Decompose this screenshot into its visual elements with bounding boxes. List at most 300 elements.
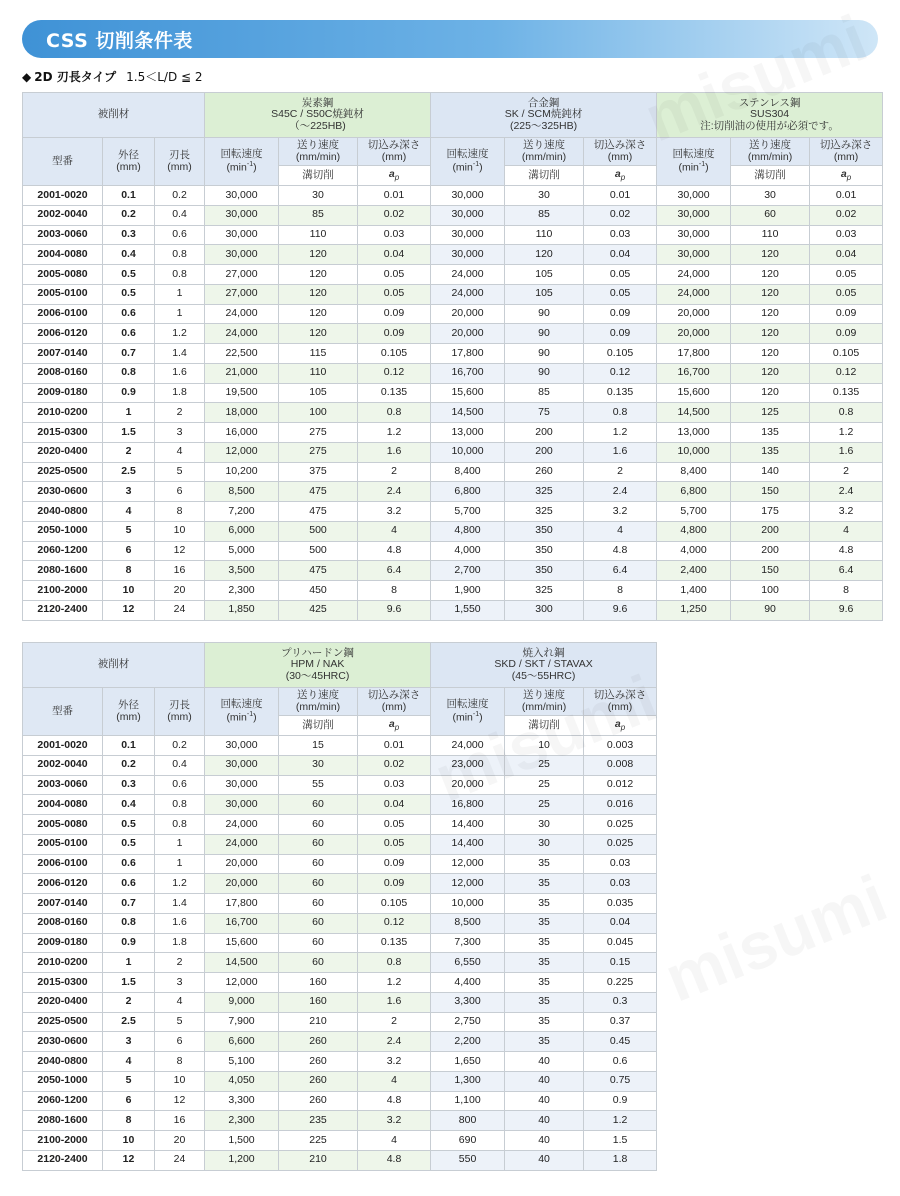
rpm-cell: 8,500 — [431, 913, 505, 933]
depth-cell: 2.4 — [358, 1032, 431, 1052]
table-row — [23, 1032, 657, 1052]
depth-cell: 2.4 — [358, 482, 431, 502]
rpm-cell: 10,200 — [205, 462, 279, 482]
feed-header — [279, 138, 358, 166]
rpm-cell: 24,000 — [431, 284, 505, 304]
feed-cell: 35 — [505, 1032, 584, 1052]
depth-cell: 4.8 — [810, 541, 883, 561]
feed-cell: 115 — [279, 344, 358, 364]
depth-unit: (mm) — [833, 150, 859, 163]
feed-cell: 135 — [731, 442, 810, 462]
depth-header — [358, 688, 431, 716]
rpm-cell: 12,000 — [205, 442, 279, 462]
diameter-cell: 2.5 — [103, 1012, 155, 1032]
length-cell: 1 — [155, 304, 205, 324]
depth-cell: 0.135 — [358, 383, 431, 403]
feed-cell: 325 — [505, 581, 584, 601]
feed-cell: 210 — [279, 1150, 358, 1170]
rpm-cell: 4,000 — [431, 541, 505, 561]
rpm-cell: 6,000 — [205, 521, 279, 541]
length-cell: 8 — [155, 1052, 205, 1072]
model-cell: 2002-0040 — [23, 755, 103, 775]
model-cell: 2005-0080 — [23, 815, 103, 835]
table-row — [23, 1150, 657, 1170]
rpm-cell: 6,800 — [431, 482, 505, 502]
feed-cell: 175 — [731, 502, 810, 522]
rpm-cell: 8,500 — [205, 482, 279, 502]
model-cell: 2006-0120 — [23, 874, 103, 894]
length-cell: 3 — [155, 973, 205, 993]
feed-cell: 225 — [279, 1131, 358, 1151]
subtitle — [22, 68, 203, 85]
model-cell: 2003-0060 — [23, 775, 103, 795]
diameter-cell: 10 — [103, 1131, 155, 1151]
rpm-cell: 2,300 — [205, 581, 279, 601]
depth-label: 切込み深さ — [593, 688, 647, 701]
cutting-table-1 — [22, 92, 883, 621]
rpm-cell: 3,500 — [205, 561, 279, 581]
rpm-cell: 30,000 — [431, 186, 505, 206]
feed-unit: (mm/min) — [295, 150, 341, 163]
diameter-cell: 1.5 — [103, 973, 155, 993]
length-cell: 6 — [155, 1032, 205, 1052]
groove-subheader: 溝切削 — [279, 166, 358, 186]
diameter-cell: 5 — [103, 521, 155, 541]
length-cell: 1 — [155, 284, 205, 304]
feed-cell: 105 — [505, 265, 584, 285]
rpm-label: 回転速度 — [220, 698, 263, 711]
feed-cell: 160 — [279, 992, 358, 1012]
length-cell: 0.8 — [155, 245, 205, 265]
feed-cell: 75 — [505, 403, 584, 423]
rpm-cell: 2,300 — [205, 1111, 279, 1131]
rpm-cell: 1,650 — [431, 1052, 505, 1072]
feed-cell: 120 — [279, 245, 358, 265]
depth-cell: 0.75 — [584, 1071, 657, 1091]
rpm-cell: 15,600 — [657, 383, 731, 403]
length-cell: 0.4 — [155, 205, 205, 225]
rpm-cell: 24,000 — [431, 736, 505, 756]
depth-cell: 4.8 — [358, 1091, 431, 1111]
ap-symbol: a — [388, 167, 395, 180]
groove-subheader: 溝切削 — [505, 716, 584, 736]
depth-cell: 0.016 — [584, 795, 657, 815]
ap-subheader — [584, 716, 657, 736]
depth-cell: 0.105 — [358, 344, 431, 364]
depth-cell: 6.4 — [358, 561, 431, 581]
feed-cell: 120 — [505, 245, 584, 265]
feed-cell: 60 — [279, 933, 358, 953]
table-row — [23, 795, 657, 815]
feed-cell: 40 — [505, 1111, 584, 1131]
depth-cell: 0.3 — [584, 992, 657, 1012]
model-cell: 2100-2000 — [23, 581, 103, 601]
depth-label: 切込み深さ — [819, 138, 873, 151]
diameter-cell: 3 — [103, 1032, 155, 1052]
length-cell: 12 — [155, 541, 205, 561]
feed-cell: 260 — [279, 1091, 358, 1111]
model-cell: 2020-0400 — [23, 442, 103, 462]
subtitle-label: 2D 刃長タイプ — [34, 70, 117, 84]
diameter-cell: 0.1 — [103, 736, 155, 756]
length-cell: 8 — [155, 502, 205, 522]
feed-cell: 40 — [505, 1131, 584, 1151]
groove-subheader: 溝切削 — [279, 716, 358, 736]
rpm-cell: 2,750 — [431, 1012, 505, 1032]
rpm-cell: 30,000 — [205, 775, 279, 795]
length-cell: 0.8 — [155, 265, 205, 285]
depth-cell: 0.04 — [584, 245, 657, 265]
feed-cell: 25 — [505, 775, 584, 795]
feed-cell: 235 — [279, 1111, 358, 1131]
rpm-cell: 24,000 — [205, 834, 279, 854]
length-cell: 1.2 — [155, 324, 205, 344]
material-group-header — [657, 93, 883, 138]
ap-subheader — [358, 716, 431, 736]
rpm-cell: 20,000 — [431, 775, 505, 795]
depth-unit: (mm) — [607, 150, 633, 163]
model-header: 型番 — [23, 688, 103, 736]
depth-cell: 0.135 — [810, 383, 883, 403]
rpm-cell: 13,000 — [657, 423, 731, 443]
feed-cell: 260 — [279, 1052, 358, 1072]
rpm-cell: 1,300 — [431, 1071, 505, 1091]
material-line: HPM / NAK — [290, 658, 345, 671]
material-group-header — [205, 643, 431, 688]
depth-cell: 1.2 — [584, 423, 657, 443]
dia-unit: (mm) — [116, 160, 141, 173]
depth-cell: 0.04 — [358, 245, 431, 265]
length-cell: 24 — [155, 1150, 205, 1170]
depth-cell: 0.05 — [358, 834, 431, 854]
rpm-cell: 24,000 — [657, 265, 731, 285]
feed-cell: 350 — [505, 541, 584, 561]
model-header: 型番 — [23, 138, 103, 186]
depth-cell: 0.05 — [584, 265, 657, 285]
ap-subscript: p — [394, 172, 400, 182]
table-row — [23, 834, 657, 854]
rpm-cell: 6,600 — [205, 1032, 279, 1052]
rpm-header — [205, 138, 279, 186]
feed-header — [505, 688, 584, 716]
length-cell: 12 — [155, 1091, 205, 1111]
rpm-cell: 18,000 — [205, 403, 279, 423]
rpm-unit — [205, 711, 278, 724]
feed-cell: 85 — [279, 205, 358, 225]
rpm-cell: 30,000 — [205, 736, 279, 756]
rpm-cell: 20,000 — [431, 324, 505, 344]
depth-cell: 2 — [584, 462, 657, 482]
rpm-unit-close: ) — [479, 161, 483, 174]
model-cell: 2003-0060 — [23, 225, 103, 245]
length-cell: 3 — [155, 423, 205, 443]
rpm-cell: 4,050 — [205, 1071, 279, 1091]
diameter-cell: 4 — [103, 502, 155, 522]
rpm-cell: 1,900 — [431, 581, 505, 601]
diameter-cell: 5 — [103, 1071, 155, 1091]
ap-subheader — [810, 166, 883, 186]
table-row — [23, 186, 883, 206]
depth-cell: 0.09 — [358, 324, 431, 344]
depth-cell: 3.2 — [810, 502, 883, 522]
dia-header — [103, 138, 155, 186]
feed-cell: 120 — [731, 284, 810, 304]
material-line: 炭素鋼 — [301, 96, 334, 109]
feed-cell: 35 — [505, 894, 584, 914]
table-row — [23, 1091, 657, 1111]
diameter-cell: 0.5 — [103, 284, 155, 304]
feed-cell: 35 — [505, 953, 584, 973]
length-cell: 1.8 — [155, 383, 205, 403]
depth-cell: 0.03 — [358, 225, 431, 245]
length-cell: 16 — [155, 561, 205, 581]
subtitle-condition: 1.5＜L/D ≦ 2 — [126, 70, 203, 84]
feed-cell: 35 — [505, 973, 584, 993]
feed-cell: 30 — [731, 186, 810, 206]
feed-label: 送り速度 — [297, 688, 340, 701]
feed-cell: 120 — [731, 344, 810, 364]
feed-cell: 60 — [279, 874, 358, 894]
rpm-unit — [205, 161, 278, 174]
depth-cell: 4.8 — [584, 541, 657, 561]
length-cell: 0.2 — [155, 736, 205, 756]
rpm-cell: 30,000 — [205, 186, 279, 206]
table-row — [23, 205, 883, 225]
depth-cell: 4.8 — [358, 1150, 431, 1170]
watermark — [654, 859, 897, 1016]
depth-cell: 2 — [358, 462, 431, 482]
depth-cell: 0.105 — [584, 344, 657, 364]
rpm-cell: 10,000 — [431, 894, 505, 914]
model-cell: 2001-0020 — [23, 736, 103, 756]
length-cell: 1.4 — [155, 344, 205, 364]
table-row — [23, 363, 883, 383]
depth-cell: 0.09 — [358, 874, 431, 894]
feed-cell: 30 — [279, 186, 358, 206]
model-cell: 2020-0400 — [23, 992, 103, 1012]
feed-cell: 60 — [279, 913, 358, 933]
model-cell: 2010-0200 — [23, 953, 103, 973]
model-cell: 2050-1000 — [23, 521, 103, 541]
ap-subscript: p — [394, 722, 400, 732]
model-cell: 2040-0800 — [23, 1052, 103, 1072]
depth-cell: 0.09 — [810, 324, 883, 344]
model-cell: 2004-0080 — [23, 245, 103, 265]
length-cell: 0.2 — [155, 186, 205, 206]
length-header — [155, 688, 205, 736]
depth-cell: 2.4 — [584, 482, 657, 502]
rpm-cell: 7,900 — [205, 1012, 279, 1032]
length-cell: 0.6 — [155, 225, 205, 245]
depth-cell: 0.008 — [584, 755, 657, 775]
rpm-cell: 1,200 — [205, 1150, 279, 1170]
rpm-unit-sup: -1 — [246, 710, 254, 718]
depth-cell: 1.5 — [584, 1131, 657, 1151]
rpm-cell: 22,500 — [205, 344, 279, 364]
model-cell: 2005-0080 — [23, 265, 103, 285]
depth-header — [584, 688, 657, 716]
depth-cell: 1.6 — [358, 442, 431, 462]
rpm-cell: 30,000 — [657, 186, 731, 206]
rpm-unit-text: (min — [226, 161, 247, 174]
depth-cell: 0.01 — [810, 186, 883, 206]
rpm-unit-text: (min — [452, 161, 473, 174]
depth-cell: 8 — [810, 581, 883, 601]
rpm-cell: 1,250 — [657, 600, 731, 620]
table-row — [23, 775, 657, 795]
diameter-cell: 0.3 — [103, 225, 155, 245]
length-cell: 1.4 — [155, 894, 205, 914]
model-cell: 2015-0300 — [23, 973, 103, 993]
depth-cell: 1.2 — [358, 423, 431, 443]
rpm-cell: 14,500 — [431, 403, 505, 423]
diameter-cell: 8 — [103, 561, 155, 581]
depth-cell: 0.05 — [810, 284, 883, 304]
depth-cell: 9.6 — [584, 600, 657, 620]
depth-cell: 9.6 — [810, 600, 883, 620]
diameter-cell: 2 — [103, 992, 155, 1012]
feed-cell: 120 — [279, 324, 358, 344]
rpm-cell: 14,400 — [431, 815, 505, 835]
feed-cell: 35 — [505, 1012, 584, 1032]
diameter-cell: 10 — [103, 581, 155, 601]
dia-unit: (mm) — [116, 710, 141, 723]
rpm-cell: 30,000 — [205, 755, 279, 775]
model-cell: 2120-2400 — [23, 600, 103, 620]
rpm-unit-close: ) — [253, 161, 257, 174]
table-row — [23, 1052, 657, 1072]
length-cell: 0.4 — [155, 755, 205, 775]
rpm-cell: 30,000 — [657, 205, 731, 225]
model-cell: 2009-0180 — [23, 383, 103, 403]
depth-header — [358, 138, 431, 166]
dia-header — [103, 688, 155, 736]
model-cell: 2005-0100 — [23, 284, 103, 304]
rpm-cell: 30,000 — [431, 225, 505, 245]
material-group-header — [205, 93, 431, 138]
depth-cell: 0.12 — [358, 363, 431, 383]
rpm-cell: 17,800 — [657, 344, 731, 364]
rpm-cell: 10,000 — [657, 442, 731, 462]
length-unit: (mm) — [167, 160, 192, 173]
depth-unit: (mm) — [381, 700, 407, 713]
table-row — [23, 225, 883, 245]
depth-cell: 0.135 — [584, 383, 657, 403]
feed-cell: 210 — [279, 1012, 358, 1032]
feed-cell: 90 — [505, 344, 584, 364]
diameter-cell: 0.6 — [103, 854, 155, 874]
dia-label: 外径 — [118, 698, 139, 711]
dia-label: 外径 — [118, 148, 139, 161]
feed-cell: 200 — [731, 541, 810, 561]
depth-cell: 0.225 — [584, 973, 657, 993]
rpm-cell: 550 — [431, 1150, 505, 1170]
diameter-cell: 12 — [103, 1150, 155, 1170]
depth-cell: 3.2 — [584, 502, 657, 522]
feed-cell: 135 — [731, 423, 810, 443]
feed-cell: 110 — [279, 225, 358, 245]
model-cell: 2010-0200 — [23, 403, 103, 423]
diameter-cell: 0.4 — [103, 795, 155, 815]
feed-label: 送り速度 — [523, 138, 566, 151]
rpm-unit-close: ) — [479, 711, 483, 724]
diameter-cell: 1 — [103, 403, 155, 423]
rpm-cell: 15,600 — [431, 383, 505, 403]
feed-cell: 120 — [731, 304, 810, 324]
feed-cell: 325 — [505, 482, 584, 502]
material-group-header — [431, 93, 657, 138]
rpm-cell: 12,000 — [431, 854, 505, 874]
diameter-cell: 0.7 — [103, 344, 155, 364]
length-cell: 2 — [155, 953, 205, 973]
material-line: S45C / S50C焼鈍材 — [271, 108, 364, 121]
feed-cell: 85 — [505, 205, 584, 225]
length-label: 刃長 — [169, 148, 190, 161]
table-row — [23, 284, 883, 304]
depth-cell: 4 — [584, 521, 657, 541]
length-cell: 1 — [155, 854, 205, 874]
table-row — [23, 403, 883, 423]
feed-header — [731, 138, 810, 166]
feed-unit: (mm/min) — [295, 700, 341, 713]
depth-cell: 0.05 — [358, 265, 431, 285]
feed-cell: 350 — [505, 561, 584, 581]
rpm-cell: 6,550 — [431, 953, 505, 973]
feed-unit: (mm/min) — [521, 150, 567, 163]
rpm-cell: 3,300 — [205, 1091, 279, 1111]
rpm-header — [431, 688, 505, 736]
table-row — [23, 1071, 657, 1091]
table-row — [23, 423, 883, 443]
model-cell: 2050-1000 — [23, 1071, 103, 1091]
feed-header — [505, 138, 584, 166]
rpm-cell: 20,000 — [657, 304, 731, 324]
material-line: 注:切削油の使用が必須です。 — [700, 119, 839, 132]
length-cell: 24 — [155, 600, 205, 620]
feed-cell: 35 — [505, 874, 584, 894]
length-cell: 5 — [155, 462, 205, 482]
feed-cell: 120 — [279, 265, 358, 285]
depth-cell: 0.09 — [810, 304, 883, 324]
length-cell: 0.8 — [155, 795, 205, 815]
depth-cell: 0.03 — [584, 874, 657, 894]
rpm-unit-sup: -1 — [698, 160, 706, 168]
material-line: SK / SCM焼鈍材 — [504, 108, 583, 121]
rpm-cell: 690 — [431, 1131, 505, 1151]
rpm-label: 回転速度 — [446, 698, 489, 711]
depth-cell: 0.12 — [810, 363, 883, 383]
feed-cell: 475 — [279, 502, 358, 522]
diameter-cell: 6 — [103, 541, 155, 561]
feed-cell: 325 — [505, 502, 584, 522]
feed-cell: 200 — [505, 423, 584, 443]
material-line: SKD / SKT / STAVAX — [494, 658, 593, 671]
depth-cell: 0.02 — [810, 205, 883, 225]
feed-cell: 475 — [279, 561, 358, 581]
rpm-cell: 30,000 — [205, 205, 279, 225]
rpm-cell: 12,000 — [431, 874, 505, 894]
length-cell: 0.6 — [155, 775, 205, 795]
feed-cell: 260 — [279, 1032, 358, 1052]
depth-cell: 1.6 — [358, 992, 431, 1012]
table-row — [23, 736, 657, 756]
feed-cell: 90 — [505, 324, 584, 344]
feed-cell: 200 — [505, 442, 584, 462]
depth-cell: 3.2 — [358, 502, 431, 522]
table-row — [23, 913, 657, 933]
ap-subscript: p — [620, 172, 626, 182]
feed-label: 送り速度 — [749, 138, 792, 151]
